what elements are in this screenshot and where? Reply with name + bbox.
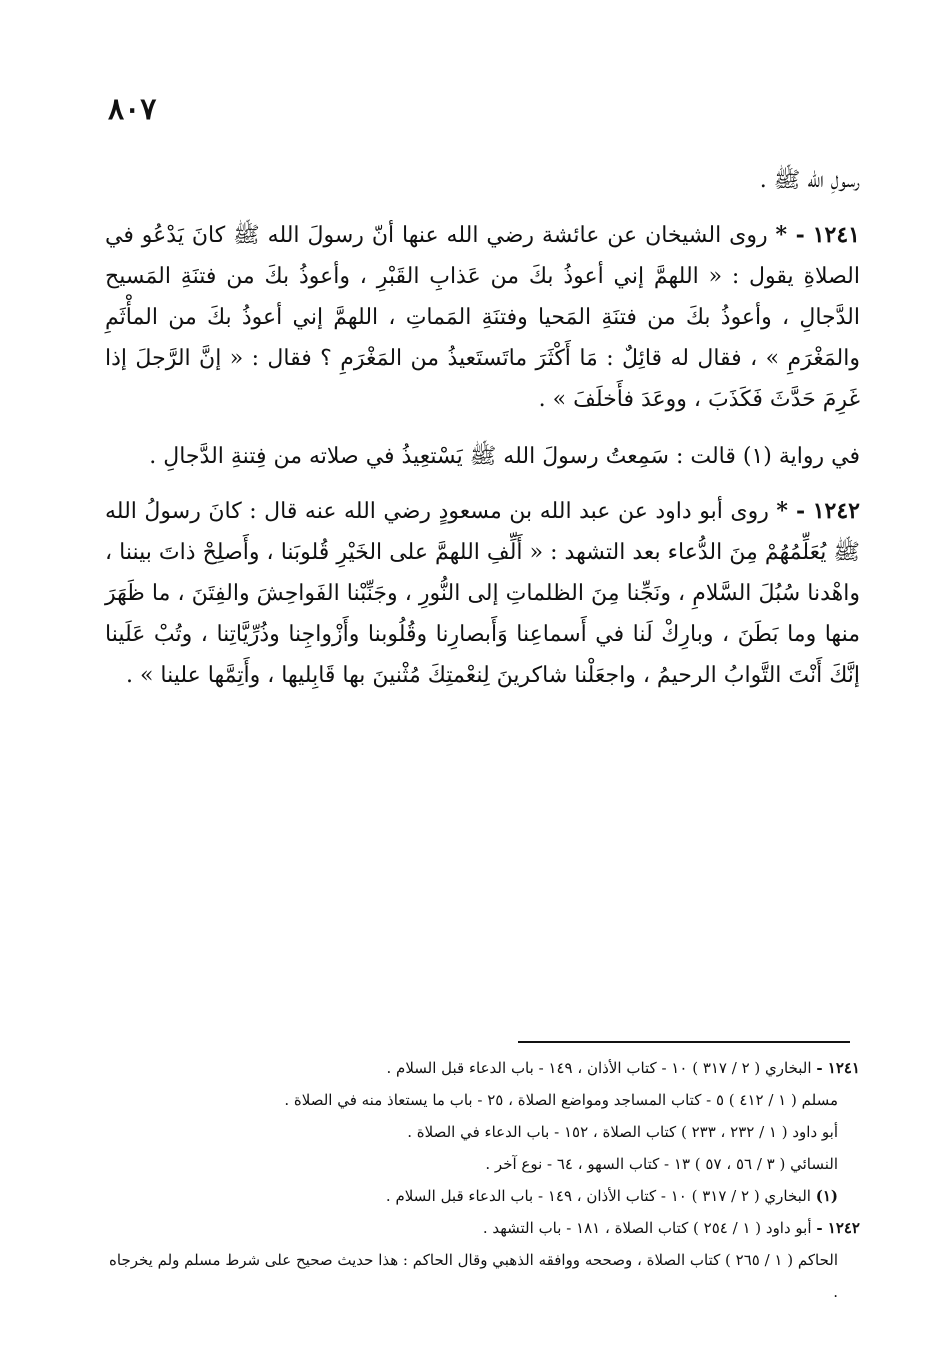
page-number: ٨٠٧	[108, 92, 157, 127]
hadith-marker: - *	[775, 222, 805, 248]
hadith-text: روى الشيخان عن عائشة رضي الله عنها أنّ رسولَ الله ﷺ كانَ يَدْعُو في الصلاةِ يقول : « اللهمَّ إني أعوذُ بكَ من عَذابِ القَبْرِ ، وأعوذُ بكَ من فتنَةِ المَسيح الدَّجالِ ، وأعوذُ بكَ من فتنَةِ المَحيا وفتنَةِ المَماتِ ، اللهمَّ إني أعوذُ بكَ من المأْثَمِ والمَغْرَمِ » ، فقال له قائِلٌ : مَا أَكْثَرَ ماتَستَعيذُ من المَغْرَمِ ؟ فقال : « إنَّ الرَّجلَ إذا غَرِمَ حَدَّثَ فَكَذَبَ ، ووعَدَ فأَخلَفَ » .	[105, 223, 860, 412]
footnotes	[105, 1052, 860, 1308]
footnote-line	[105, 1148, 860, 1180]
variant-text: في رواية (١) قالت : سَمِعتُ رسولَ الله ﷺ يَسْتعِيذُ في صلاته من فِتنةِ الدَّجالِ .	[149, 444, 860, 469]
main-text	[105, 160, 860, 696]
footnote-line	[105, 1244, 860, 1308]
footnote-text: البخاري ( ٢ / ٣١٧ ) ١٠ - كتاب الأذان ، ١٤٩ - باب الدعاء قبل السلام .	[386, 1059, 812, 1077]
footnote-label: (١)	[815, 1187, 838, 1205]
hadith-text: روى أبو داود عن عبد الله بن مسعودٍ رضي الله عنه قال : كانَ رسولُ الله ﷺ يُعَلِّمُهُمْ مِنَ الدُّعاء بعد التشهد : « أَلِّفِ اللهمَّ على الخَيْرِ قُلوبَنا ، وأَصلِحْ ذاتَ بيننا ، واهْدنا سُبُلَ السَّلامِ ، ونَجِّنا مِنَ الظلماتِ إلى النُّورِ ، وجَنِّبْنا الفَواحِشَ والفِتَنَ ، ما ظَهَرَ منها وما بَطَنَ ، وبارِكْ لَنا في أَسماعِنا وَأَبصارِنا وقُلُوبنا وأَزْواجِنا وذُرِّيَّاتِنا ، وتُبْ عَلَينا إنَّكَ أَنْتَ التَّوابُ الرحيمُ ، واجعَلْنا شاكرينَ لِنعْمتِكَ مُثْنينَ بها قَابِليها ، وأَتِمَّها علينا » .	[105, 499, 860, 688]
footnote-line	[105, 1116, 860, 1148]
footnote-label: ١٢٤٢ -	[816, 1219, 860, 1237]
footnote-line	[105, 1084, 860, 1116]
hadith-marker: - *	[776, 498, 806, 524]
hadith-number: ١٢٤٢	[812, 498, 860, 524]
footnote-text: النسائي ( ٣ / ٥٦ ، ٥٧ ) ١٣ - كتاب السهو ، ٦٤ - نوع آخر .	[485, 1155, 838, 1173]
footnote-line	[105, 1052, 860, 1084]
continuation-text: رسولِ الله ﷺ .	[759, 168, 860, 193]
footnote-text: البخاري ( ٢ / ٣١٧ ) ١٠ - كتاب الأذان ، ١٤٩ - باب الدعاء قبل السلام .	[385, 1187, 811, 1205]
hadith-number: ١٢٤١	[812, 222, 860, 248]
footnote-line	[105, 1212, 860, 1244]
footnote-label: ١٢٤١ -	[816, 1059, 860, 1077]
footnote-text: مسلم ( ١ / ٤١٢ ) ٥ - كتاب المساجد ومواضع الصلاة ، ٢٥ - باب ما يستعاذ منه في الصلاة .	[284, 1091, 838, 1109]
hadith-1242	[105, 491, 860, 696]
footnote-text: الحاكم ( ١ / ٢٦٥ ) كتاب الصلاة ، وصححه ووافقه الذهبي وقال الحاكم : هذا حديث صحيح على شرط مسلم ولم يخرجاه .	[109, 1251, 838, 1301]
footnote-line	[105, 1180, 860, 1212]
footnote-divider	[518, 1041, 850, 1043]
footnote-text: أبو داود ( ١ / ٢٥٤ ) كتاب الصلاة ، ١٨١ - باب التشهد .	[482, 1219, 812, 1237]
variant-narration	[105, 436, 860, 477]
footnote-text: أبو داود ( ١ / ٢٣٢ ، ٢٣٣ ) كتاب الصلاة ، ١٥٢ - باب الدعاء في الصلاة .	[407, 1123, 838, 1141]
hadith-1241	[105, 215, 860, 420]
